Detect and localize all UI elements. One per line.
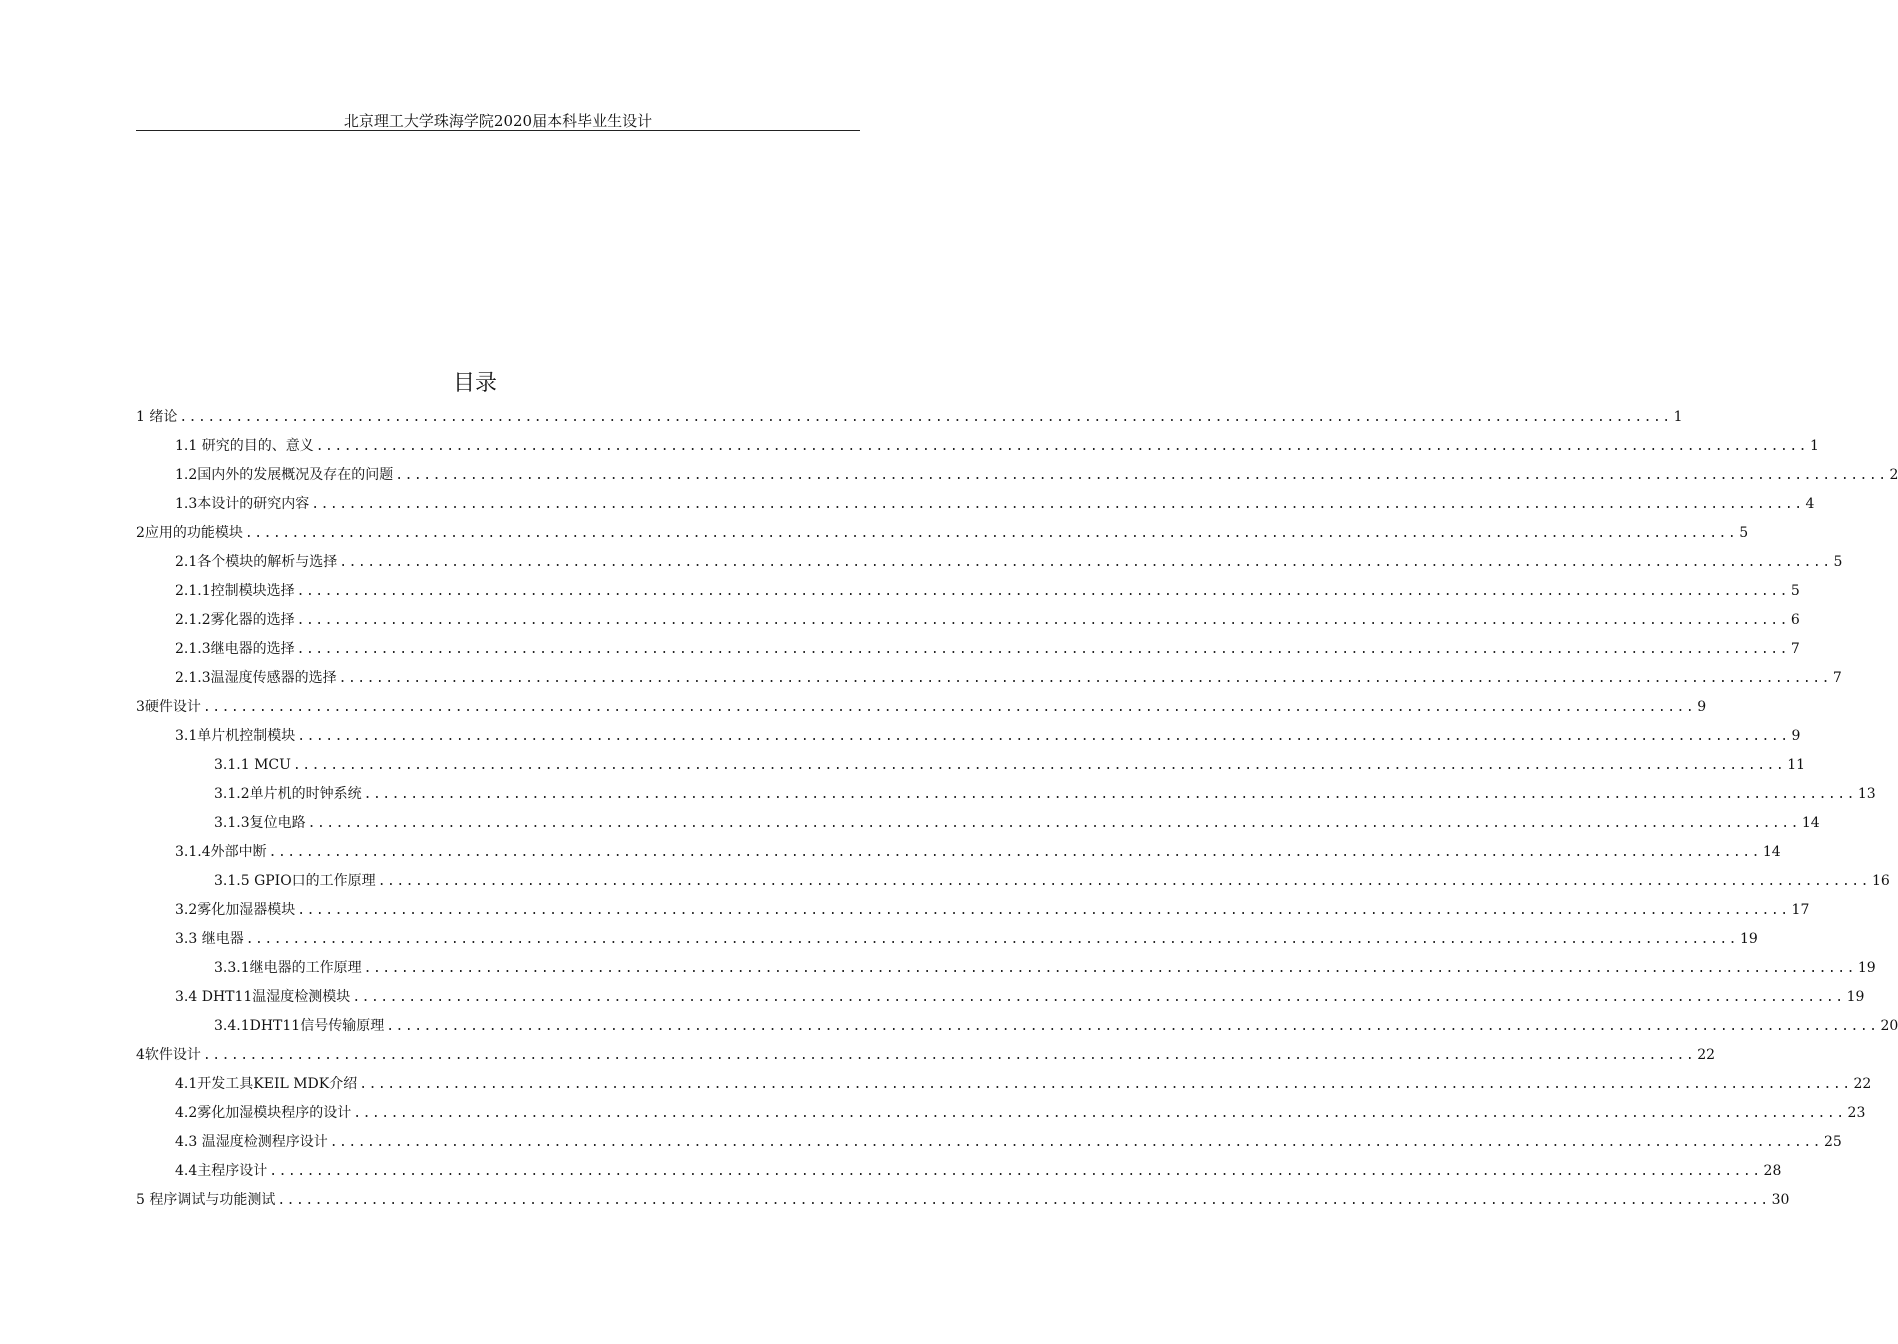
toc-dot-leader: ................................................................................................................................................................ [307,816,1800,831]
toc-entry-page: 25 [1823,1134,1842,1150]
toc-entry[interactable] [175,606,1800,635]
toc-entry-label: 3.1.2单片机的时钟系统 [214,786,362,802]
toc-entry-label: 1.1 研究的目的、意义 [175,438,314,454]
toc-entry-page: 23 [1847,1105,1866,1121]
toc-entry[interactable] [136,519,1749,548]
toc-entry[interactable] [214,809,1820,838]
toc-entry[interactable] [214,1012,1898,1041]
toc-entry[interactable] [175,896,1810,925]
toc-entry[interactable] [175,1099,1866,1128]
toc-entry-label: 2.1.3继电器的选择 [175,641,295,657]
toc-dot-leader: ................................................................................................................................................................ [315,439,1808,454]
toc-entry-page: 1 [1673,409,1683,425]
toc-dot-leader: ................................................................................................................................................................ [268,845,1761,860]
toc-dot-leader: ................................................................................................................................................................ [363,961,1856,976]
toc-entry[interactable] [175,548,1843,577]
toc-entry[interactable] [175,925,1758,954]
toc-entry-label: 3.3 继电器 [175,931,244,947]
toc-entry-page: 11 [1787,757,1806,773]
toc-entry[interactable] [175,1070,1872,1099]
toc-dot-leader: ................................................................................................................................................................ [269,1164,1762,1179]
toc-entry-label: 4软件设计 [136,1047,201,1063]
toc-dot-leader: ................................................................................................................................................................ [352,990,1845,1005]
toc-entry-page: 5 [1739,525,1749,541]
toc-entry[interactable] [175,722,1801,751]
toc-entry-page: 5 [1833,554,1843,570]
toc-entry-page: 17 [1791,902,1810,918]
toc-entry[interactable] [136,1041,1716,1070]
header-rule [136,130,860,131]
toc-entry-label: 5 程序调试与功能测试 [136,1192,276,1208]
toc-entry-page: 6 [1790,612,1800,628]
toc-entry-page: 22 [1853,1076,1872,1092]
toc-entry-page: 2 [1889,467,1898,483]
toc-entry-label: 2.1各个模块的解析与选择 [175,554,338,570]
toc-entry-page: 14 [1762,844,1781,860]
toc-entry-page: 20 [1880,1018,1898,1034]
toc-dot-leader: ................................................................................................................................................................ [202,700,1696,715]
toc-entry[interactable] [214,954,1876,983]
toc-entry-page: 9 [1791,728,1801,744]
toc-entry-label: 2.1.3温湿度传感器的选择 [175,670,337,686]
toc-entry[interactable] [175,432,1819,461]
toc-entry-page: 16 [1871,873,1890,889]
toc-entry-page: 19 [1846,989,1865,1005]
toc-dot-leader: ................................................................................................................................................................ [311,497,1804,512]
toc-entry[interactable] [175,838,1781,867]
toc-entry-label: 2应用的功能模块 [136,525,243,541]
toc-entry-label: 3硬件设计 [136,699,201,715]
toc-dot-leader: ................................................................................................................................................................ [244,526,1738,541]
toc-entry-label: 3.1.1 MCU [214,757,291,773]
toc-entry-page: 7 [1832,670,1842,686]
toc-entry-label: 3.1单片机控制模块 [175,728,296,744]
toc-entry-page: 19 [1739,931,1758,947]
toc-entry-label: 1.3本设计的研究内容 [175,496,310,512]
toc-entry[interactable] [175,664,1842,693]
toc-dot-leader: ................................................................................................................................................................ [377,874,1870,889]
toc-dot-leader: ................................................................................................................................................................ [329,1135,1822,1150]
toc-entry-page: 9 [1697,699,1707,715]
toc-dot-leader: ................................................................................................................................................................ [386,1019,1879,1034]
toc-entry[interactable] [136,403,1683,432]
toc-entry-label: 1 绪论 [136,409,178,425]
toc-entry[interactable] [175,635,1800,664]
toc-entry-page: 5 [1790,583,1800,599]
toc-entry-label: 4.2雾化加湿模块程序的设计 [175,1105,352,1121]
toc-entry-label: 4.1开发工具KEIL MDK介绍 [175,1076,358,1092]
toc-entry-page: 30 [1771,1192,1790,1208]
toc-dot-leader: ................................................................................................................................................................ [296,642,1789,657]
toc-entry[interactable] [175,577,1800,606]
toc-dot-leader: ................................................................................................................................................................ [202,1048,1696,1063]
toc-entry-label: 3.4 DHT11温湿度检测模块 [175,989,351,1005]
toc-entry-label: 3.4.1DHT11信号传输原理 [214,1018,385,1034]
toc-entry-label: 1.2国内外的发展概况及存在的问题 [175,467,394,483]
toc-entry[interactable] [175,461,1898,490]
toc-entry-page: 13 [1857,786,1876,802]
toc-dot-leader: ................................................................................................................................................................ [296,613,1789,628]
toc-entry[interactable] [214,751,1806,780]
toc-entry[interactable] [214,780,1876,809]
toc-dot-leader: ................................................................................................................................................................ [296,584,1789,599]
toc-dot-leader: ................................................................................................................................................................ [363,787,1856,802]
toc-dot-leader: ................................................................................................................................................................ [353,1106,1846,1121]
toc-entry[interactable] [136,1186,1790,1215]
toc-title: 目录 [452,371,497,396]
toc-entry[interactable] [214,867,1890,896]
toc-dot-leader: ................................................................................................................................................................ [179,410,1672,425]
toc-entry-page: 14 [1801,815,1820,831]
toc-entry-label: 3.2雾化加湿器模块 [175,902,296,918]
toc-entry[interactable] [175,1157,1782,1186]
toc-dot-leader: ................................................................................................................................................................ [395,468,1888,483]
toc-entry-label: 2.1.1控制模块选择 [175,583,295,599]
toc-dot-leader: ................................................................................................................................................................ [277,1193,1770,1208]
toc-entry[interactable] [175,983,1865,1012]
toc-dot-leader: ................................................................................................................................................................ [339,555,1832,570]
toc-entry-page: 7 [1790,641,1800,657]
toc-entry[interactable] [136,693,1707,722]
toc-entry-label: 3.1.4外部中断 [175,844,267,860]
toc-entry-label: 3.3.1继电器的工作原理 [214,960,362,976]
toc-entry-label: 3.1.5 GPIO口的工作原理 [214,873,376,889]
toc-entry-page: 22 [1697,1047,1716,1063]
toc-dot-leader: ................................................................................................................................................................ [245,932,1738,947]
toc-entry-page: 1 [1809,438,1819,454]
toc-dot-leader: ................................................................................................................................................................ [297,729,1790,744]
toc-entry-label: 4.4主程序设计 [175,1163,268,1179]
page-header: 北京理工大学珠海学院2020届本科毕业生设计 [343,112,653,130]
toc-dot-leader: ................................................................................................................................................................ [338,671,1831,686]
toc-entry-page: 19 [1857,960,1876,976]
toc-entry[interactable] [175,1128,1842,1157]
toc-entry[interactable] [175,490,1815,519]
toc-entry-label: 2.1.2雾化器的选择 [175,612,295,628]
toc-entry-label: 4.3 温湿度检测程序设计 [175,1134,328,1150]
toc-dot-leader: ................................................................................................................................................................ [297,903,1790,918]
toc-entry-label: 3.1.3复位电路 [214,815,306,831]
toc-dot-leader: ................................................................................................................................................................ [359,1077,1852,1092]
toc-entry-page: 28 [1763,1163,1782,1179]
toc-entry-page: 4 [1805,496,1815,512]
toc-dot-leader: ................................................................................................................................................................ [292,758,1786,773]
